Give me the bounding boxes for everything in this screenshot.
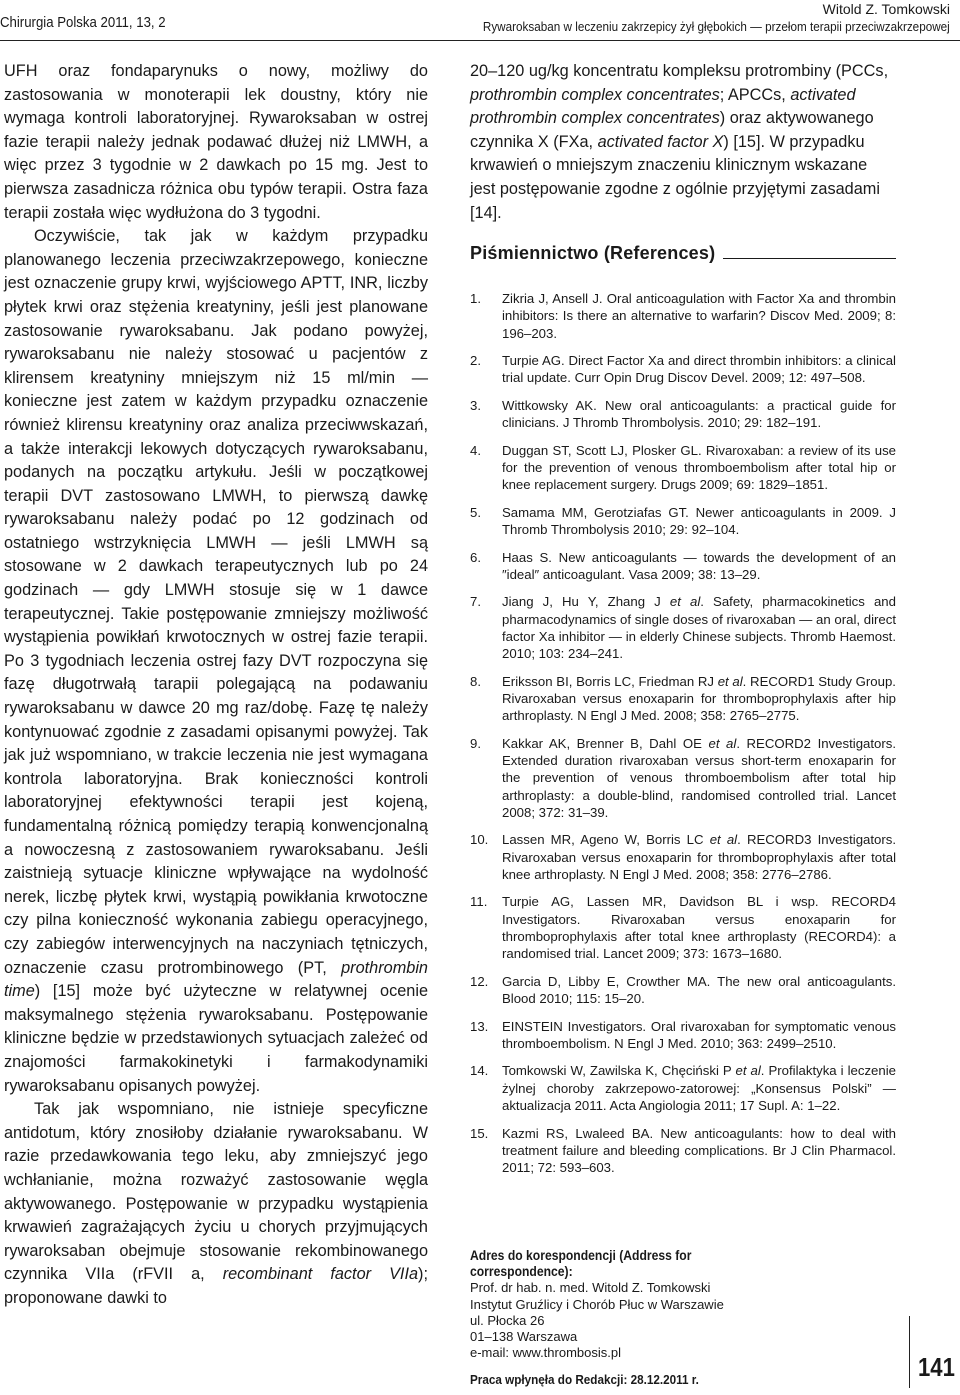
right-text-column — [470, 60, 896, 225]
reference-item: 11. Turpie AG, Lassen MR, Davidson BL i wsp. RECORD4 Investigators. Rivaroxaban versus enoxaparin for thromboprophylaxis after total knee arthroplasty (RECORD4): a randomised trial. Lancet 2009; 373: 1673–1680. — [470, 894, 896, 962]
correspondence-block — [470, 1248, 790, 1361]
references-list — [470, 290, 896, 1187]
page-number-divider — [909, 1316, 910, 1388]
paragraph: Tak jak wspomniano, nie istnieje specyficzne antidotum, który znosiłoby działanie rywaroksabanu. W razie przedawkowania tego leku, aby zmniejszyć jego wchłanianie, można rozważyć zastosowanie węgla aktywowanego. Postępowanie w przypadku wystąpienia krwawień zagrażających życiu u chorych przyjmujących rywaroksaban obejmuje stosowanie rekombinowanego czynnika VIIa (rFVII a, recombinant factor VIIa); proponowane dawki to — [4, 1100, 428, 1307]
heading-rule — [723, 258, 896, 259]
paragraph: 20–120 ug/kg koncentratu kompleksu protrombiny (PCCs, prothrombin complex concentrates; APCCs, activated prothrombin complex concentrates) oraz aktywowanego czynnika X (FXa, activated factor X) [15]. W przypadku krwawień o mniejszym znaczeniu klinicznym wskazane jest postępowanie zgodne z ogólnie przyjętymi zasadami [14]. — [470, 62, 889, 222]
left-text-column — [4, 60, 428, 1310]
references-heading-text: Piśmiennictwo (References) — [470, 243, 716, 263]
correspondence-email: e-mail: www.thrombosis.pl — [470, 1345, 621, 1361]
reference-item: 2. Turpie AG. Direct Factor Xa and direct thrombin inhibitors: a clinical trial update. Curr Opin Drug Discov Devel. 2009; 12: 497–508. — [470, 353, 896, 386]
references-heading — [470, 243, 896, 264]
reference-item: 1. Zikria J, Ansell J. Oral anticoagulation with Factor Xa and thrombin inhibitors: Is there an alternative to warfarin? Discov Med. 2009; 8: 196–203. — [470, 291, 896, 341]
reference-item: 9. Kakkar AK, Brenner B, Dahl OE et al. RECORD2 Investigators. Extended duration rivaroxaban versus short-term enoxaparin for the prevention of venous thromboembolism after total hip arthroplasty: a double-blind, randomised controlled trial. Lancet 2008; 372: 31–39. — [470, 735, 897, 820]
paragraph: UFH oraz fondaparynuks o nowy, możliwy do zastosowania w monoterapii lek doustny, który nie wymaga kontroli laboratoryjnej. Rywaroksaban w ostrej fazie terapii należy jednak podawać dłużej niż LMWH, a więc przez 3 tygodnie w 2 dawkach po 15 mg. Jest to pierwsza zasadnicza różnica obu typów terapii. Ostra faza terapii została więc wydłużona do 3 tygodni. — [4, 62, 428, 222]
received-date: Praca wpłynęła do Redakcji: 28.12.2011 r. — [470, 1372, 699, 1387]
journal-citation: Chirurgia Polska 2011, 13, 2 — [0, 14, 166, 31]
reference-item: 10. Lassen MR, Ageno W, Borris LC et al. RECORD3 Investigators. Rivaroxaban versus enoxaparin for thromboprophylaxis after total knee arthroplasty. N Engl J Med. 2008; 358: 2776–2786. — [470, 832, 897, 882]
running-header — [431, 0, 950, 36]
header-divider — [0, 40, 960, 41]
reference-item: 6. Haas S. New anticoagulants — towards the development of an ″ideal″ anticoagulant. Vasa 2009; 38: 13–29. — [470, 549, 896, 582]
running-title: Rywaroksaban w leczeniu zakrzepicy żył głębokich — przełom terapii przeciwzakrzepowej — [483, 19, 950, 34]
correspondence-line: ul. Płocka 26 — [470, 1312, 545, 1328]
reference-item: 14. Tomkowski W, Zawilska K, Chęciński P et al. Profilaktyka i leczenie żylnej choroby zakrzepowo-zatorowej: „Konsensus Polski” — aktualizacja 2011. Acta Angiologia 2011; 17 Supl. A: 1–22. — [470, 1063, 896, 1114]
reference-item: 15. Kazmi RS, Lwaleed BA. New anticoagulants: how to deal with treatment failure and bleeding complications. Br J Clin Pharmacol. 2011; 72: 593–603. — [470, 1125, 896, 1176]
reference-item: 12. Garcia D, Libby E, Crowther MA. The new oral anticoagulants. Blood 2010; 115: 15–20. — [470, 973, 896, 1007]
correspondence-line: 01–138 Warszawa — [470, 1329, 578, 1345]
header-author: Witold Z. Tomkowski — [822, 1, 950, 17]
reference-item: 13. EINSTEIN Investigators. Oral rivaroxaban for symptomatic venous thromboembolism. N Engl J Med. 2010; 363: 2499–2510. — [470, 1018, 896, 1051]
reference-item: 4. Duggan ST, Scott LJ, Plosker GL. Rivaroxaban: a review of its use for the prevention of venous thromboembolism after total hip or knee replacement surgery. Drugs 2009; 69: 1829–1851. — [470, 442, 896, 493]
correspondence-line: Instytut Gruźlicy i Chorób Płuc w Warszawie — [470, 1296, 724, 1312]
correspondence-title: Adres do korespondencji (Address for correspondence): — [470, 1248, 692, 1280]
reference-item: 8. Eriksson BI, Borris LC, Friedman RJ et al. RECORD1 Study Group. Rivaroxaban versus enoxaparin for thromboprophylaxis after hip arthroplasty. N Engl J Med. 2008; 358: 2765–2775. — [470, 673, 896, 724]
reference-item: 5. Samama MM, Gerotziafas GT. Newer anticoagulants in 2009. J Thromb Thrombolysis 2010; 29: 92–104. — [470, 504, 896, 538]
reference-item: 7. Jiang J, Hu Y, Zhang J et al. Safety, pharmacokinetics and pharmacodynamics of single doses of rivaroxaban — an oral, direct factor Xa inhibitor — in elderly Chinese subjects. Thromb Haemost. 2010; 103: 234–241. — [470, 594, 896, 662]
paragraph: Oczywiście, tak jak w każdym przypadku planowanego leczenia przeciwzakrzepowego, konieczne jest oznaczenie grupy krwi, wyjściowego APTT, INR, liczby płytek krwi oraz stężenia kreatyniny, jeśli jest planowane zastosowanie rywaroksabanu. Jak podano powyżej, rywaroksabanu nie należy stosować u pacjentów z klirensem kreatyniny mniejszym niż 15 ml/min — konieczne jest zatem w każdym przypadku oznaczenie również klirensu kreatyniny oraz analiza przeciwwskazań, a także interakcji lekowych dotyczących rywaroksabanu, podanych na początku artykułu. Jeśli w początkowej terapii DVT zastosowano LMWH, to pierwszą dawkę rywaroksabanu należy podać po 12 godzinach od ostatniego wstrzyknięcia LMWH — jeśli LMWH są stosowane w 2 dawkach terapeutycznych lub po 24 godzinach — gdy LMWH stosuje się w 1 dawce terapeutycznej. Takie postępowanie zmniejszy możliwość wystąpienia powikłań krwotocznych w ostrej fazie terapii. Po 3 tygodniach leczenia ostrej fazy DVT rozpoczyna się fazę długotrwałą tarapii polegającą na podawaniu rywaroksabanu w dawce 20 mg raz/dobę. Fazę tę należy kontynuować zgodnie z zasadami opisanymi powyżej. Tak jak już wspomniano, w trakcie leczenia nie jest wymagana kontrola laboratoryjna. Brak konieczności kontroli laboratoryjnej efektywności terapii jest kojeną, fundamentalną różnicą pomiędzy terapią konwencjonalną a nowoczesną z zastosowaniem rywaroksabanu. Jeśli zaistnieją sytuacje kliniczne wpływające na wydolność nerek, liczbę płytek krwi, wystąpią powikłania krwotoczne czy pilna konieczność wykonania zabiegu operacyjnego, czy zabiegów interwencyjnych na naczyniach tętniczych, oznaczenie czasu protrombinowego (PT, prothrombin time) [15] może być użyteczne w relatywnej ocenie maksymalnego stężenia rywaroksabanu. Postępowanie kliniczne będzie w przedstawionych sytuacjach zależeć od znajomości farmakokinetyki i farmakodynamiki rywaroksabanu opisanych powyżej. — [4, 227, 428, 1095]
correspondence-line: Prof. dr hab. n. med. Witold Z. Tomkowski — [470, 1280, 711, 1296]
page-number: 141 — [918, 1352, 955, 1382]
reference-item: 3. Wittkowsky AK. New oral anticoagulants: a practical guide for clinicians. J Thromb Thrombolysis. 2010; 29: 182–191. — [470, 397, 896, 431]
